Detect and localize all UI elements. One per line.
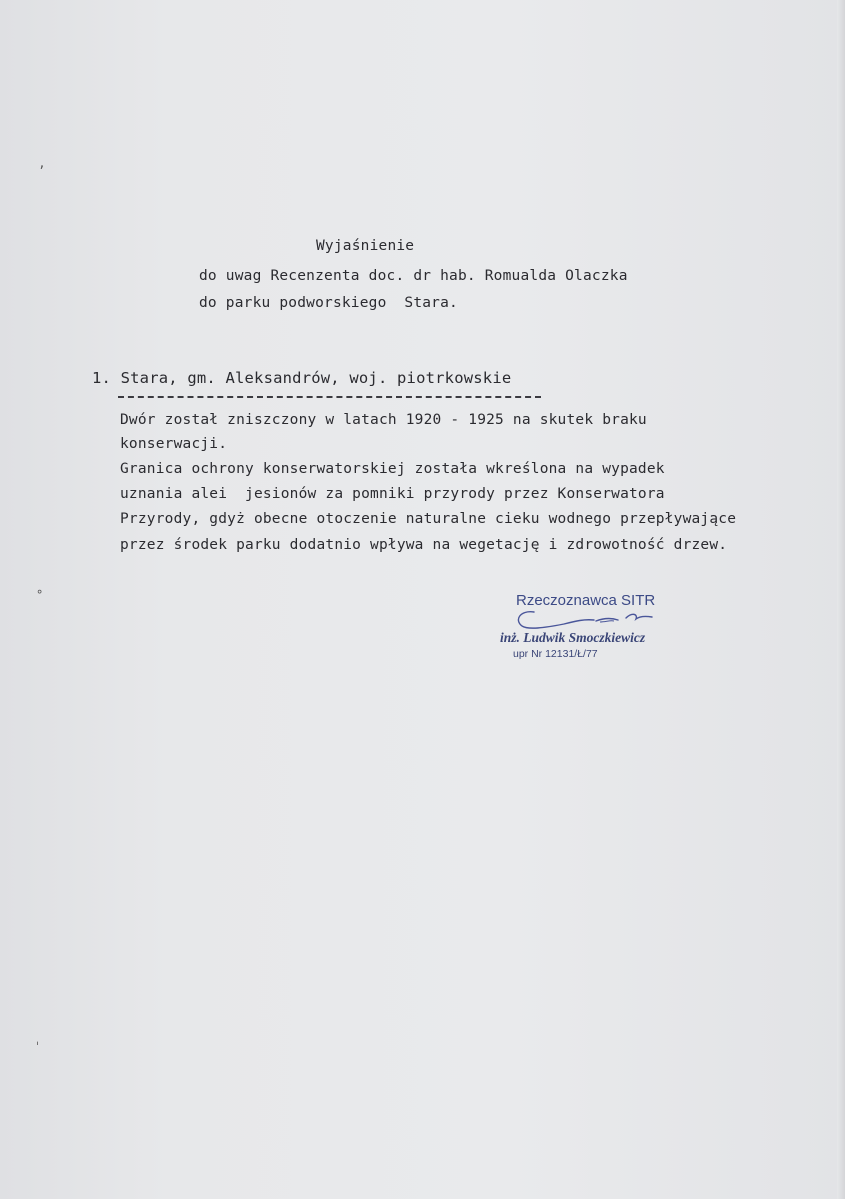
handwritten-signature xyxy=(514,606,654,632)
stamp-name: inż. Ludwik Smoczkiewicz xyxy=(500,630,646,645)
stamp-registration: upr Nr 12131/Ł/77 xyxy=(513,648,598,660)
punch-mark: ° xyxy=(36,588,44,602)
page-edge-shadow xyxy=(837,0,845,1199)
document-subtitle-line-1: do uwag Recenzenta doc. dr hab. Romualda Olaczka xyxy=(199,268,628,284)
document-title: Wyjaśnienie xyxy=(316,238,415,254)
punch-mark: ˈ xyxy=(34,1040,42,1054)
stamp-title: Rzeczoznawca SITR xyxy=(516,592,656,609)
body-line: konserwacji. xyxy=(120,436,228,452)
body-line: przez środek parku dodatnio wpływa na wegetację i zdrowotność drzew. xyxy=(120,537,728,553)
body-line: Przyrody, gdyż obecne otoczenie naturalne cieku wodnego przepływające xyxy=(120,511,737,527)
section-heading-underline xyxy=(118,396,541,398)
body-line: Dwór został zniszczony w latach 1920 - 1925 na skutek braku xyxy=(120,412,647,428)
section-heading: 1. Stara, gm. Aleksandrów, woj. piotrkowskie xyxy=(92,369,512,387)
punch-mark: ʼ xyxy=(38,164,46,178)
body-line: uznania alei jesionów za pomniki przyrody przez Konserwatora xyxy=(120,486,665,502)
document-subtitle-line-2: do parku podworskiego Stara. xyxy=(199,295,458,311)
body-line: Granica ochrony konserwatorskiej została wkreślona na wypadek xyxy=(120,461,665,477)
